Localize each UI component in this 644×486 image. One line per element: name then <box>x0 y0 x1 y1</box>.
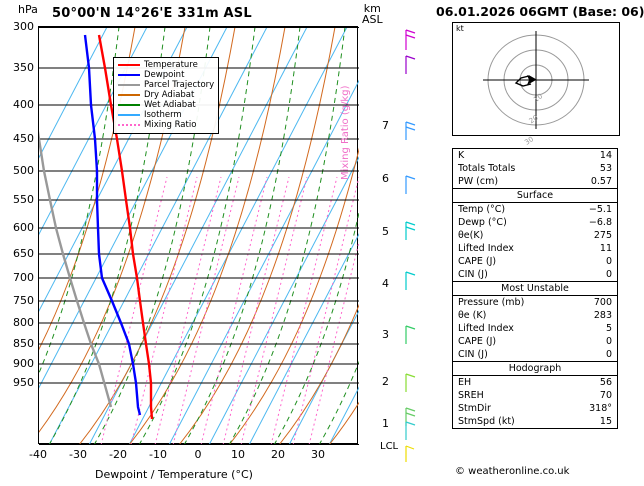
wind-barb-column <box>396 26 424 456</box>
xtick-0: 0 <box>194 448 202 461</box>
index-row-pw <box>453 175 617 188</box>
legend-label-parcel: Parcel Trajectory <box>144 79 215 90</box>
rtick-5km: 5 <box>382 225 389 238</box>
surface-row-temp <box>453 203 617 216</box>
index-value: 11 <box>599 243 612 254</box>
xtick-10: 10 <box>231 448 245 461</box>
index-value: 0.57 <box>590 176 612 187</box>
index-label: Pressure (mb) <box>458 297 525 308</box>
ytick-500: 500 <box>13 164 34 177</box>
xtick-m20: -20 <box>109 448 127 461</box>
index-label: Temp (°C) <box>458 204 506 215</box>
index-value: −5.1 <box>588 204 612 215</box>
index-label: PW (cm) <box>458 176 499 187</box>
index-label: Totals Totals <box>458 163 516 174</box>
surface-row-li <box>453 242 617 255</box>
ytick-950: 950 <box>13 376 34 389</box>
legend-item <box>118 70 214 80</box>
index-row-k <box>453 149 617 162</box>
index-value: 0 <box>605 336 612 347</box>
index-label: Lifted Index <box>458 323 514 334</box>
legend-label-mixing-ratio: Mixing Ratio <box>144 119 197 130</box>
height-unit-label <box>362 3 383 25</box>
index-value: 14 <box>599 150 612 161</box>
xtick-m10: -10 <box>149 448 167 461</box>
rtick-2km: 2 <box>382 375 389 388</box>
legend-item <box>118 90 214 100</box>
svg-text:30: 30 <box>523 135 536 147</box>
index-value: 70 <box>599 390 612 401</box>
index-label: StmDir <box>458 403 491 414</box>
legend-label-dewpoint: Dewpoint <box>144 69 185 80</box>
index-label: SREH <box>458 390 484 401</box>
index-value: 53 <box>599 163 612 174</box>
index-value: 0 <box>605 349 612 360</box>
index-label: EH <box>458 377 472 388</box>
index-value: −6.8 <box>588 217 612 228</box>
legend-label-isotherm: Isotherm <box>144 109 182 120</box>
x-axis-title: Dewpoint / Temperature (°C) <box>95 468 253 481</box>
index-value: 15 <box>599 416 612 427</box>
height-unit-km: km <box>363 2 381 15</box>
legend-item <box>118 60 214 70</box>
mu-row-thetae <box>453 309 617 322</box>
section-header-hodograph: Hodograph <box>453 361 617 376</box>
mu-row-cape <box>453 335 617 348</box>
surface-row-thetae <box>453 229 617 242</box>
index-label: Lifted Index <box>458 243 514 254</box>
hodo-row-stmdir <box>453 402 617 415</box>
rtick-7km: 7 <box>382 119 389 132</box>
rtick-1km: 1 <box>382 417 389 430</box>
ytick-400: 400 <box>13 98 34 111</box>
index-value: 5 <box>605 323 612 334</box>
legend-label-temperature: Temperature <box>144 59 198 70</box>
station-title: 50°00'N 14°26'E 331m ASL <box>52 6 252 21</box>
rtick-6km: 6 <box>382 172 389 185</box>
ytick-850: 850 <box>13 337 34 350</box>
legend-swatch-parcel <box>118 84 140 86</box>
ytick-650: 650 <box>13 247 34 260</box>
index-label: θe (K) <box>458 310 487 321</box>
index-value: 700 <box>593 297 612 308</box>
indices-table <box>452 148 618 429</box>
xtick-20: 20 <box>271 448 285 461</box>
mixing-ratio-axis-title: Mixing Ratio (g/kg) <box>340 85 351 180</box>
run-title: 06.01.2026 06GMT (Base: 06) <box>436 4 644 19</box>
surface-row-cape <box>453 255 617 268</box>
svg-text:20: 20 <box>527 113 540 126</box>
index-label: θe(K) <box>458 230 484 241</box>
lcl-label: LCL <box>380 441 399 452</box>
rtick-4km: 4 <box>382 277 389 290</box>
credit-text: © weatheronline.co.uk <box>455 466 570 477</box>
skewt-plot <box>38 26 358 444</box>
rtick-3km: 3 <box>382 328 389 341</box>
hodograph-svg <box>453 23 619 147</box>
hodo-row-eh <box>453 376 617 389</box>
legend-swatch-dewpoint <box>118 74 140 76</box>
legend-label-dry-adiabat: Dry Adiabat <box>144 89 195 100</box>
mu-row-li <box>453 322 617 335</box>
legend-swatch-temperature <box>118 64 140 66</box>
index-label: Dewp (°C) <box>458 217 507 228</box>
legend-swatch-mixing-ratio <box>118 124 140 126</box>
ytick-550: 550 <box>13 193 34 206</box>
index-label: CAPE (J) <box>458 256 497 267</box>
mu-row-cin <box>453 348 617 361</box>
index-label: StmSpd (kt) <box>458 416 515 427</box>
index-value: 0 <box>605 256 612 267</box>
legend-item <box>118 80 214 90</box>
legend-item <box>118 110 214 120</box>
legend-label-wet-adiabat: Wet Adiabat <box>144 99 196 110</box>
ytick-750: 750 <box>13 294 34 307</box>
ytick-900: 900 <box>13 357 34 370</box>
pressure-unit-label: hPa <box>18 3 38 16</box>
ytick-300: 300 <box>13 20 34 33</box>
hodo-row-sreh <box>453 389 617 402</box>
index-row-totals <box>453 162 617 175</box>
hodograph <box>452 22 620 147</box>
height-unit-asl: ASL <box>362 13 383 26</box>
ytick-450: 450 <box>13 132 34 145</box>
index-label: K <box>458 150 465 161</box>
hodograph-unit-label: kt <box>456 24 464 33</box>
svg-text:10: 10 <box>532 92 545 104</box>
ytick-350: 350 <box>13 61 34 74</box>
section-header-surface: Surface <box>453 188 617 203</box>
index-value: 318° <box>589 403 612 414</box>
ytick-600: 600 <box>13 221 34 234</box>
index-value: 0 <box>605 269 612 280</box>
legend-item <box>118 120 214 130</box>
legend-swatch-isotherm <box>118 114 140 116</box>
index-value: 283 <box>593 310 612 321</box>
legend <box>113 57 219 134</box>
index-value: 56 <box>599 377 612 388</box>
xtick-m30: -30 <box>69 448 87 461</box>
index-label: CAPE (J) <box>458 336 497 347</box>
ytick-700: 700 <box>13 271 34 284</box>
index-label: CIN (J) <box>458 269 488 280</box>
xtick-m40: -40 <box>29 448 47 461</box>
hodo-row-stmspd <box>453 415 617 428</box>
surface-row-dewp <box>453 216 617 229</box>
legend-swatch-dry-adiabat <box>118 94 140 96</box>
surface-row-cin <box>453 268 617 281</box>
ytick-800: 800 <box>13 316 34 329</box>
legend-item <box>118 100 214 110</box>
xtick-30: 30 <box>311 448 325 461</box>
index-label: CIN (J) <box>458 349 488 360</box>
section-header-most-unstable: Most Unstable <box>453 281 617 296</box>
index-value: 275 <box>593 230 612 241</box>
legend-swatch-wet-adiabat <box>118 104 140 106</box>
mu-row-pressure <box>453 296 617 309</box>
